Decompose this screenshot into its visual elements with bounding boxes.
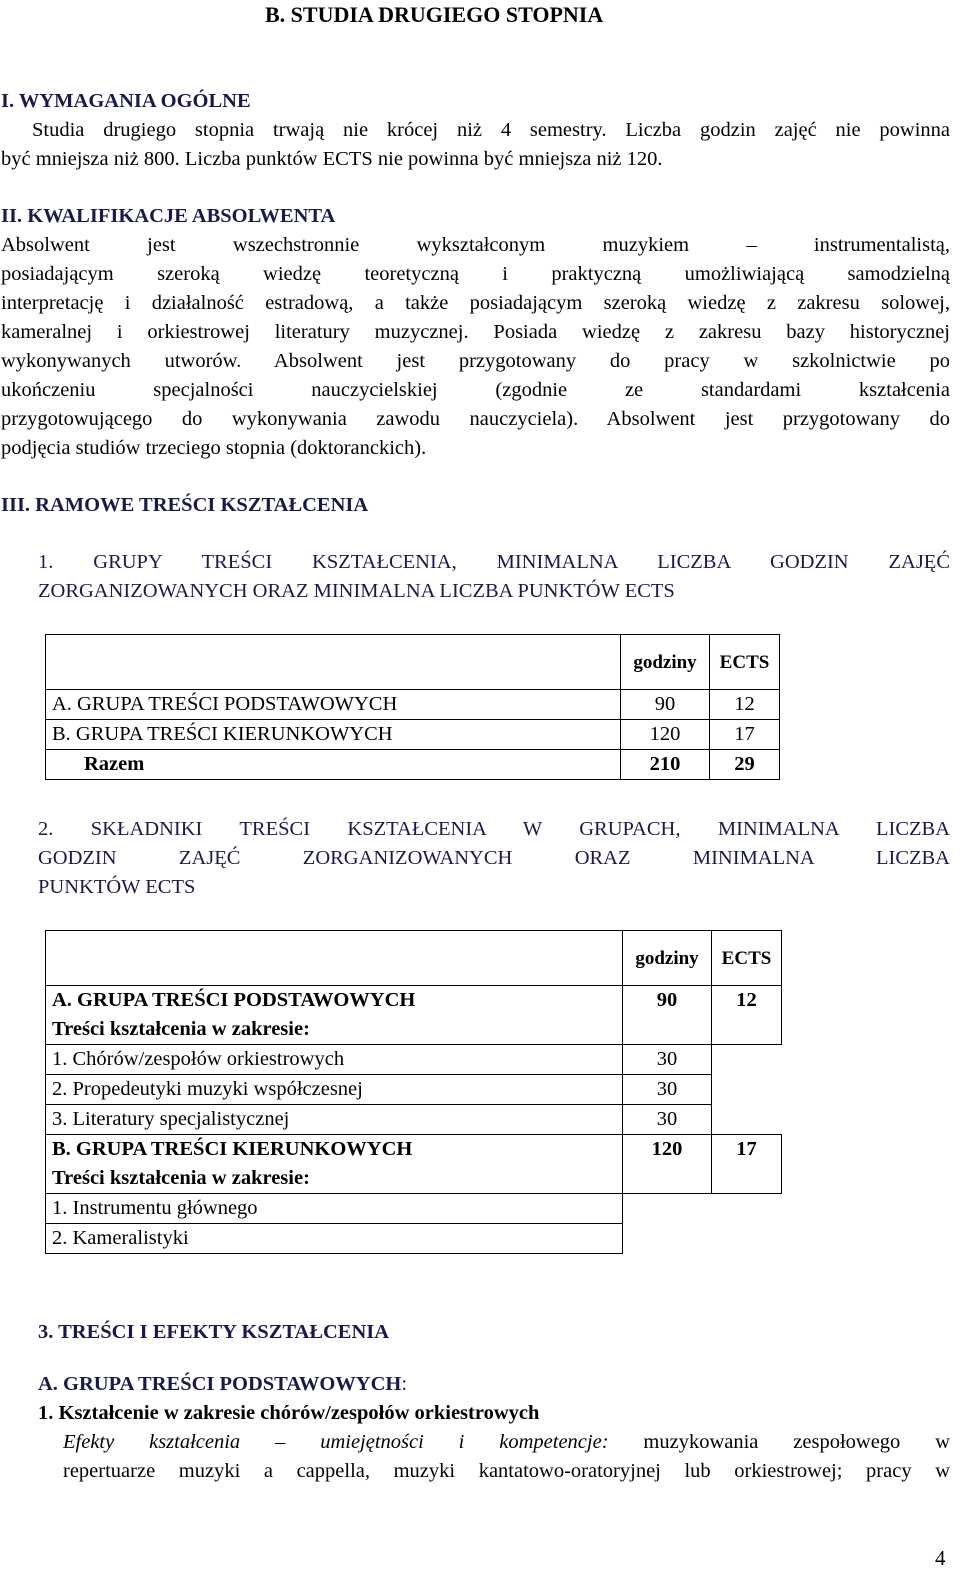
table1-total-hours: 210 xyxy=(621,750,710,780)
table2-groupB-sub: Treści kształcenia w zakresie: xyxy=(52,1167,310,1189)
table1-header-ects: ECTS xyxy=(710,635,780,690)
table2-itemA3-label: 3. Literatury specjalistycznej xyxy=(46,1105,623,1135)
table-row xyxy=(46,1194,782,1224)
table-row xyxy=(46,750,780,780)
requirements-line-1: Studia drugiego stopnia trwają nie krócej niż 4 semestry. Liczba godzin zajęć nie powinna xyxy=(32,119,950,141)
table1-row2-ects: 17 xyxy=(710,720,780,750)
table-content-components xyxy=(45,930,782,1254)
groupA-heading-text: A. GRUPA TREŚCI PODSTAWOWYCH xyxy=(38,1373,402,1395)
table2-groupB-label: B. GRUPA TREŚCI KIERUNKOWYCH xyxy=(52,1138,413,1160)
table1-row2-label: B. GRUPA TREŚCI KIERUNKOWYCH xyxy=(46,720,621,750)
qualifications-line-6: ukończeniu specjalności nauczycielskiej (zgodnie ze standardami kształcenia xyxy=(1,379,950,401)
table1-row2-hours: 120 xyxy=(621,720,710,750)
table2-groupB-hours: 120 xyxy=(623,1135,712,1194)
page-number: 4 xyxy=(935,1546,946,1570)
table2-groupA-label-cell xyxy=(46,986,623,1045)
table2-groupB-label-cell xyxy=(46,1135,623,1194)
effects-line-1-rest: muzykowania zespołowego w xyxy=(608,1431,950,1453)
table1-total-label: Razem xyxy=(46,750,621,780)
table2-itemB1-label: 1. Instrumentu głównego xyxy=(46,1194,623,1224)
groupA-heading-colon: : xyxy=(401,1373,408,1395)
table2-itemA3-hours: 30 xyxy=(623,1105,712,1135)
qualifications-line-2: posiadającym szeroką wiedzę teoretyczną i praktyczną umożliwiającą samodzielną xyxy=(1,263,950,285)
table-row xyxy=(46,690,780,720)
qualifications-line-7: przygotowującego do wykonywania zawodu nauczyciela). Absolwent jest przygotowany do xyxy=(1,408,950,430)
table2-groupB-ects: 17 xyxy=(712,1135,782,1194)
table1-row1-label: A. GRUPA TREŚCI PODSTAWOWYCH xyxy=(46,690,621,720)
subsection-2-line-2: GODZIN ZAJĘĆ ZORGANIZOWANYCH ORAZ MINIMALNA LICZBA xyxy=(38,847,950,869)
section-heading-qualifications: II. KWALIFIKACJE ABSOLWENTA xyxy=(1,205,336,227)
subsection-2-line-1: 2. SKŁADNIKI TREŚCI KSZTAŁCENIA W GRUPACH, MINIMALNA LICZBA xyxy=(38,818,950,840)
table-row xyxy=(46,720,780,750)
table2-itemB2-label: 2. Kameralistyki xyxy=(46,1224,623,1254)
table-row xyxy=(46,1105,782,1135)
table1-total-ects: 29 xyxy=(710,750,780,780)
subsection-1-line-2: ZORGANIZOWANYCH ORAZ MINIMALNA LICZBA PUNKTÓW ECTS xyxy=(38,580,675,602)
table2-groupA-ects: 12 xyxy=(712,986,782,1045)
section-heading-framework: III. RAMOWE TREŚCI KSZTAŁCENIA xyxy=(1,494,369,516)
subsection-3-heading: 3. TREŚCI I EFEKTY KSZTAŁCENIA xyxy=(38,1321,390,1343)
table1-row1-hours: 90 xyxy=(621,690,710,720)
qualifications-line-1: Absolwent jest wszechstronnie wykształconym muzykiem – instrumentalistą, xyxy=(1,234,950,256)
qualifications-line-5: wykonywanych utworów. Absolwent jest przygotowany do pracy w szkolnictwie po xyxy=(1,350,950,372)
table-content-groups xyxy=(45,634,780,780)
item1-heading: 1. Kształcenie w zakresie chórów/zespołów orkiestrowych xyxy=(38,1402,540,1424)
effects-line-2: repertuarze muzyki a cappella, muzyki kantatowo-oratoryjnej lub orkiestrowej; pracy w xyxy=(63,1460,950,1482)
table2-itemA2-label: 2. Propedeutyki muzyki współczesnej xyxy=(46,1075,623,1105)
table-row xyxy=(46,1045,782,1075)
subsection-1-line-1: 1. GRUPY TREŚCI KSZTAŁCENIA, MINIMALNA LICZBA GODZIN ZAJĘĆ xyxy=(38,551,950,573)
table2-header-hours: godziny xyxy=(623,931,712,986)
table2-header-empty xyxy=(46,931,623,986)
qualifications-line-3: interpretację i działalność estradową, a także posiadającym szeroką wiedzę z zakresu solowej, xyxy=(1,292,950,314)
subsection-2-line-3: PUNKTÓW ECTS xyxy=(38,876,196,898)
table2-groupA-hours: 90 xyxy=(623,986,712,1045)
effects-line-1 xyxy=(63,1428,950,1457)
table-row xyxy=(46,1135,782,1194)
table2-header-ects: ECTS xyxy=(712,931,782,986)
table2-itemA2-hours: 30 xyxy=(623,1075,712,1105)
table-row xyxy=(46,1224,782,1254)
document-title: B. STUDIA DRUGIEGO STOPNIA xyxy=(265,2,604,27)
table1-header-empty xyxy=(46,635,621,690)
table2-itemA1-hours: 30 xyxy=(623,1045,712,1075)
table-row xyxy=(46,986,782,1045)
table2-groupA-sub: Treści kształcenia w zakresie: xyxy=(52,1018,310,1040)
table2-itemA1-label: 1. Chórów/zespołów orkiestrowych xyxy=(46,1045,623,1075)
table1-row1-ects: 12 xyxy=(710,690,780,720)
table1-header-hours: godziny xyxy=(621,635,710,690)
requirements-line-2: być mniejsza niż 800. Liczba punktów ECTS nie powinna być mniejsza niż 120. xyxy=(1,148,663,170)
qualifications-line-4: kameralnej i orkiestrowej literatury muzycznej. Posiada wiedzę z zakresu bazy historycznej xyxy=(1,321,950,343)
effects-label: Efekty kształcenia – umiejętności i kompetencje: xyxy=(63,1431,609,1453)
qualifications-line-8: podjęcia studiów trzeciego stopnia (doktoranckich). xyxy=(1,437,427,459)
table2-groupA-label: A. GRUPA TREŚCI PODSTAWOWYCH xyxy=(52,989,416,1011)
groupA-heading xyxy=(38,1370,407,1399)
table-row xyxy=(46,1075,782,1105)
section-heading-requirements: I. WYMAGANIA OGÓLNE xyxy=(1,90,251,112)
